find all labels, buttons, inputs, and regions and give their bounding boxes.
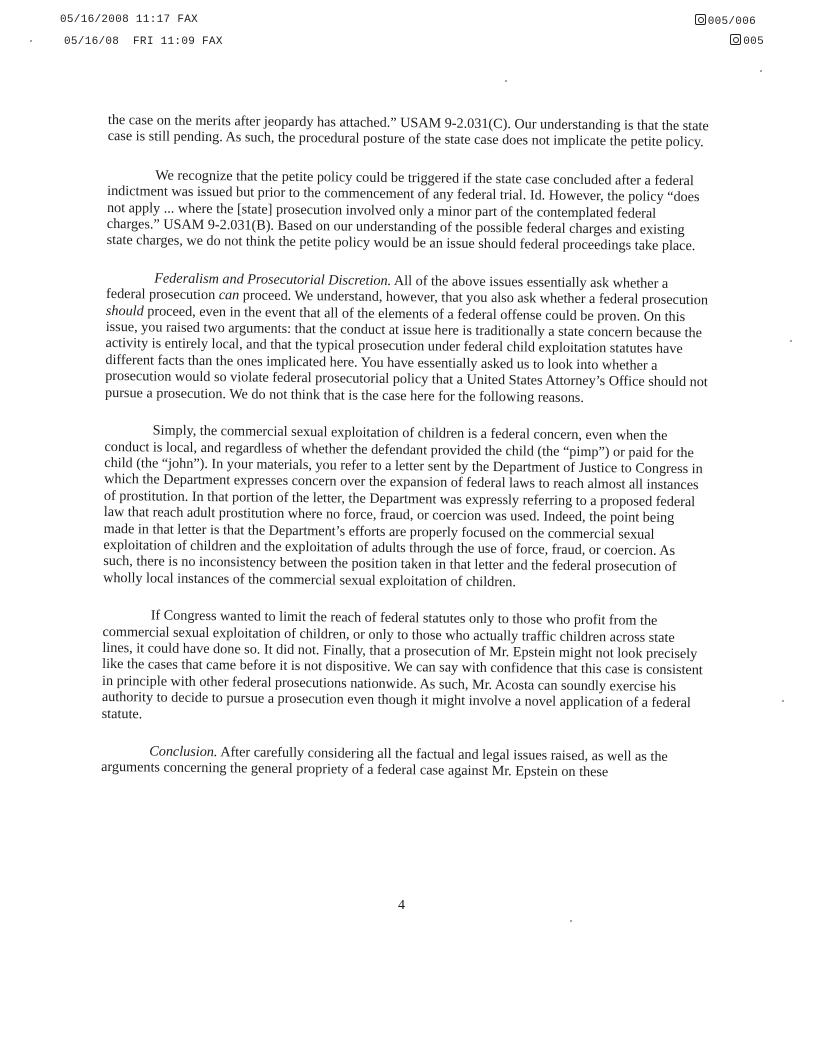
fax-page-count-primary (695, 14, 756, 28)
scan-speck (790, 340, 792, 342)
fax-header-line2: 05/16/08 FRI 11:09 FAX (64, 36, 223, 48)
scan-speck (570, 920, 572, 922)
fax-header-line1: 05/16/2008 11:17 FAX (60, 14, 199, 26)
paragraph-federalism: Federalism and Prosecutorial Discretion. All of the above issues essentially ask whether a federal prosecution can proceed. We understand, however, that you also ask whether a federal prosecution should proceed, even in the event that all of the elements of a federal offense could be proven. On this issue, you raised two arguments: that the conduct at issue here is traditionally a state concern because the activity is entirely local, and that the typical prosecution under federal child exploitation statutes have different facts than the ones implicated here. You have essentially asked us to look into whether a prosecution would so violate federal prosecutorial policy that a United States Attorney’s Office should not pursue a prosecution. We do not think that is the case here for the following reasons. (104, 270, 709, 406)
paragraph-petite-policy-trigger: We recognize that the petite policy could be triggered if the state case concluded after a federal indictment was issued but prior to the commencement of any federal trial. Id. However, the policy “does not apply ... where the [state] prosecution involved only a minor part of the contemplated federal charges.” USAM 9-2.031(B). Based on our understanding of the possible federal charges and existing state charges, we do not think the petite policy would be an issue should federal proceedings take place. (106, 167, 700, 255)
fax-page-icon (695, 14, 706, 25)
scan-speck (760, 70, 762, 72)
paragraph-petite-policy-continued: the case on the merits after jeopardy has attached.” USAM 9-2.031(C). Our understanding is that the state case is still pending. As such, the procedural posture of the state case does not implicate the petite policy. (107, 112, 709, 151)
paragraph-congress: If Congress wanted to limit the reach of federal statutes only to those who profit from the commercial sexual exploitation of children, or only to those who actually traffic children across state lines, it could have done so. It did not. Finally, that a prosecution of Mr. Epstein might not look precisely like the cases that came before it is not dispositive. We can say with confidence that this case is consistent in principle with other federal prosecutions nationwide. As such, Mr. Acosta can soundly exercise his authority to decide to pursue a prosecution even though it might involve a novel application of a federal statute. (101, 607, 703, 722)
paragraph-conclusion: Conclusion. After carefully considering all the factual and legal issues raised, as well as the arguments concerning the general propriety of a federal case against Mr. Epstein on these (101, 743, 668, 781)
emphasis-can: can (218, 287, 240, 304)
section-heading-conclusion: Conclusion. (149, 743, 218, 761)
letter-body (101, 112, 712, 803)
fax-page-icon (730, 34, 741, 45)
fax-page-count-secondary (730, 34, 764, 48)
paragraph-federal-concern: Simply, the commercial sexual exploitation of children is a federal concern, even when the conduct is local, and regardless of whether the defendant provided the child (the “pimp”) or paid for the child (the “john”). In your materials, you refer to a letter sent by the Department of Justice to Congress in which the Department expresses concern over the expansion of federal laws to reach almost all instances of prostitution. In that portion of the letter, the Department was expressly referring to a proposed federal law that reach adult prostitution where no force, fraud, or coercion was used. Indeed, the point being made in that letter is that the Department’s efforts are properly focused on the commercial sexual exploitation of children and the exploitation of adults through the use of force, fraud, or coercion. As such, there is no inconsistency between the position taken in that letter and the federal prosecution of wholly local instances of the commercial sexual exploitation of children. (103, 422, 703, 591)
emphasis-should: should (105, 302, 144, 320)
fax-page-count-text: 005 (743, 36, 764, 48)
scan-speck (505, 80, 507, 82)
scan-speck (30, 40, 32, 42)
fax-page-count-text: 005/006 (707, 16, 756, 28)
scan-speck (782, 700, 784, 702)
page-number: 4 (398, 898, 405, 913)
section-heading-federalism: Federalism and Prosecutorial Discretion. (154, 270, 392, 289)
